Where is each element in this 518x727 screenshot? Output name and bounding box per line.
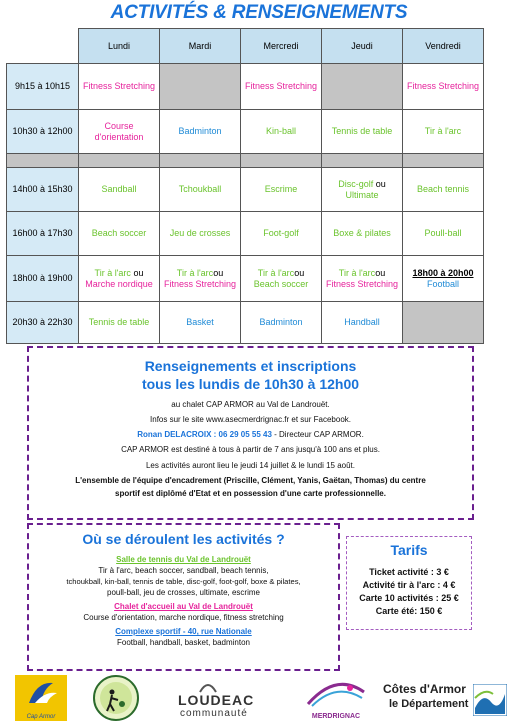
tarif-item: Activité tir à l'arc : 4 € xyxy=(362,580,456,590)
contact-name: Ronan DELACROIX : 06 29 05 55 43 xyxy=(137,430,272,439)
activity-option: Marche nordique xyxy=(85,278,153,289)
activity-option: Tir à l'arc xyxy=(94,267,131,278)
activity-cell: Fitness Stretching xyxy=(79,64,160,110)
activity-cell xyxy=(403,256,484,302)
header-row xyxy=(7,29,484,64)
separator-row xyxy=(7,154,484,168)
time-cell: 20h30 à 22h30 xyxy=(7,302,79,344)
day-header: Jeudi xyxy=(322,29,403,64)
loudeac-text: LOUDEAC xyxy=(178,692,255,708)
locations-box xyxy=(27,523,340,671)
location-activities: Tir à l'arc, beach soccer, sandball, beach tennis, xyxy=(98,566,269,575)
separator-cell xyxy=(322,154,403,168)
schedule-table xyxy=(6,28,484,344)
info-line: Infos sur le site www.asecmerdrignac.fr et sur Facebook. xyxy=(150,415,351,424)
tarif-item: Carte 10 activités : 25 € xyxy=(359,593,459,603)
activity-cell: Beach soccer xyxy=(79,212,160,256)
separator-cell xyxy=(7,154,79,168)
separator-cell xyxy=(403,154,484,168)
info-box xyxy=(27,346,474,520)
empty-cell xyxy=(322,64,403,110)
time-cell: 9h15 à 10h15 xyxy=(7,64,79,110)
info-heading: Renseignements et inscriptions xyxy=(144,358,357,374)
cap-armor-emblem-icon xyxy=(15,675,67,709)
table-row xyxy=(7,168,484,212)
activity-cell: Course d'orientation xyxy=(79,110,160,154)
time-cell: 18h00 à 19h00 xyxy=(7,256,79,302)
empty-cell xyxy=(160,64,241,110)
activity-option: Fitness Stretching xyxy=(163,278,237,289)
cap-armor-logo xyxy=(15,675,67,721)
page-title: ACTIVITÉS & RENSEIGNEMENTS xyxy=(110,2,408,23)
info-line: CAP ARMOR est destiné à tous à partir de 7 ans jusqu'à 100 ans et plus. xyxy=(121,445,380,454)
activity-cell: Fitness Stretching xyxy=(403,64,484,110)
info-line: au chalet CAP ARMOR au Val de Landrouët. xyxy=(171,400,330,409)
activity-cell: Jeu de crosses xyxy=(160,212,241,256)
merdrignac-logo xyxy=(302,676,370,720)
activity-cell: Tennis de table xyxy=(322,110,403,154)
or-label: ou xyxy=(294,267,305,278)
day-header: Mercredi xyxy=(241,29,322,64)
activity-option: Disc-golf xyxy=(338,178,374,189)
day-header: Vendredi xyxy=(403,29,484,64)
activity-cell: Beach tennis xyxy=(403,168,484,212)
separator-cell xyxy=(79,154,160,168)
activity-cell: Boxe & pilates xyxy=(322,212,403,256)
club-emblem-icon xyxy=(92,674,140,722)
activity-cell: Tir à l'arc xyxy=(403,110,484,154)
departement-text: le Département xyxy=(389,698,469,710)
time-cell: 10h30 à 12h00 xyxy=(7,110,79,154)
cotes-armor-text: Côtes d'Armor xyxy=(383,682,466,696)
activity-option: Tir à l'arc xyxy=(176,267,214,278)
activity-cell: Basket xyxy=(160,302,241,344)
activity-cell: Tchoukball xyxy=(160,168,241,212)
or-label: ou xyxy=(130,267,144,278)
departement-emblem-icon xyxy=(473,684,507,716)
location-activities: tchoukball, kin-ball, tennis de table, disc-golf, foot-golf, boxe & pilates, xyxy=(66,577,301,586)
activity-cell: Badminton xyxy=(160,110,241,154)
activity-cell: Foot-golf xyxy=(241,212,322,256)
table-row xyxy=(7,64,484,110)
tarifs-heading: Tarifs xyxy=(390,542,428,558)
location-name: Chalet d'accueil au Val de Landrouët xyxy=(114,602,253,611)
locations-heading: Où se déroulent les activités ? xyxy=(82,531,285,547)
activity-cell: Sandball xyxy=(79,168,160,212)
activity-cell xyxy=(322,168,403,212)
activity-cell xyxy=(241,256,322,302)
time-cell: 16h00 à 17h30 xyxy=(7,212,79,256)
activity-cell: Badminton xyxy=(241,302,322,344)
separator-cell xyxy=(160,154,241,168)
location-name: Complexe sportif - 40, rue Nationale xyxy=(115,627,252,636)
corner-cell xyxy=(7,29,79,64)
day-header: Lundi xyxy=(79,29,160,64)
or-label: ou xyxy=(375,267,386,278)
activity-cell: Escrime xyxy=(241,168,322,212)
activity-option: Tir à l'arc xyxy=(338,267,376,278)
separator-cell xyxy=(241,154,322,168)
activity-cell: Fitness Stretching xyxy=(241,64,322,110)
time-cell: 14h00 à 15h30 xyxy=(7,168,79,212)
location-activities: poull-ball, jeu de crosses, ultimate, escrime xyxy=(107,588,260,597)
special-time: 18h00 à 20h00 xyxy=(412,267,474,278)
location-activities: Course d'orientation, marche nordique, fitness stretching xyxy=(83,613,284,622)
activity-cell xyxy=(160,256,241,302)
table-row xyxy=(7,110,484,154)
cotes-armor-logo xyxy=(383,682,508,718)
info-line: Les activités auront lieu le jeudi 14 juillet & le lundi 15 août. xyxy=(145,461,356,470)
tarif-item: Ticket activité : 3 € xyxy=(369,567,449,577)
activity-cell: Tennis de table xyxy=(79,302,160,344)
loudeac-subtext: communauté xyxy=(180,708,248,719)
table-row xyxy=(7,212,484,256)
activity-option: Fitness Stretching xyxy=(325,278,399,289)
tarif-item: Carte été: 150 € xyxy=(375,606,443,616)
cap-armor-text: Cap Armor xyxy=(26,714,56,720)
loudeac-logo xyxy=(178,680,273,720)
day-header: Mardi xyxy=(160,29,241,64)
activity-cell: Handball xyxy=(322,302,403,344)
location-activities: Football, handball, basket, badminton xyxy=(117,638,250,647)
location-name: Salle de tennis du Val de Landrouët xyxy=(116,555,251,564)
or-label: ou xyxy=(213,267,224,278)
merdrignac-arc-icon xyxy=(302,676,370,708)
info-subheading: tous les lundis de 10h30 à 12h00 xyxy=(141,376,360,392)
staff-line: sportif est diplômé d'Etat et en possession d'une carte professionnelle. xyxy=(115,489,386,498)
staff-line: L'ensemble de l'équipe d'encadrement (Priscille, Clément, Yanis, Gaëtan, Thomas) du centre xyxy=(75,476,426,485)
or-label: ou xyxy=(373,178,386,189)
activity-cell xyxy=(322,256,403,302)
activity-option: Beach soccer xyxy=(253,278,309,289)
contact-role: - Directeur CAP ARMOR. xyxy=(271,430,364,439)
club-logo xyxy=(92,674,140,722)
activity-option: Tir à l'arc xyxy=(257,267,295,278)
empty-cell xyxy=(403,302,484,344)
activity-cell: Kin-ball xyxy=(241,110,322,154)
table-row xyxy=(7,302,484,344)
table-row xyxy=(7,256,484,302)
activity-option: Football xyxy=(426,278,460,289)
activity-cell xyxy=(79,256,160,302)
merdrignac-text: MERDRIGNAC xyxy=(311,713,361,720)
tarifs-box xyxy=(346,536,472,630)
activity-option: Ultimate xyxy=(345,189,379,200)
activity-cell: Poull-ball xyxy=(403,212,484,256)
contact-line xyxy=(29,428,472,442)
